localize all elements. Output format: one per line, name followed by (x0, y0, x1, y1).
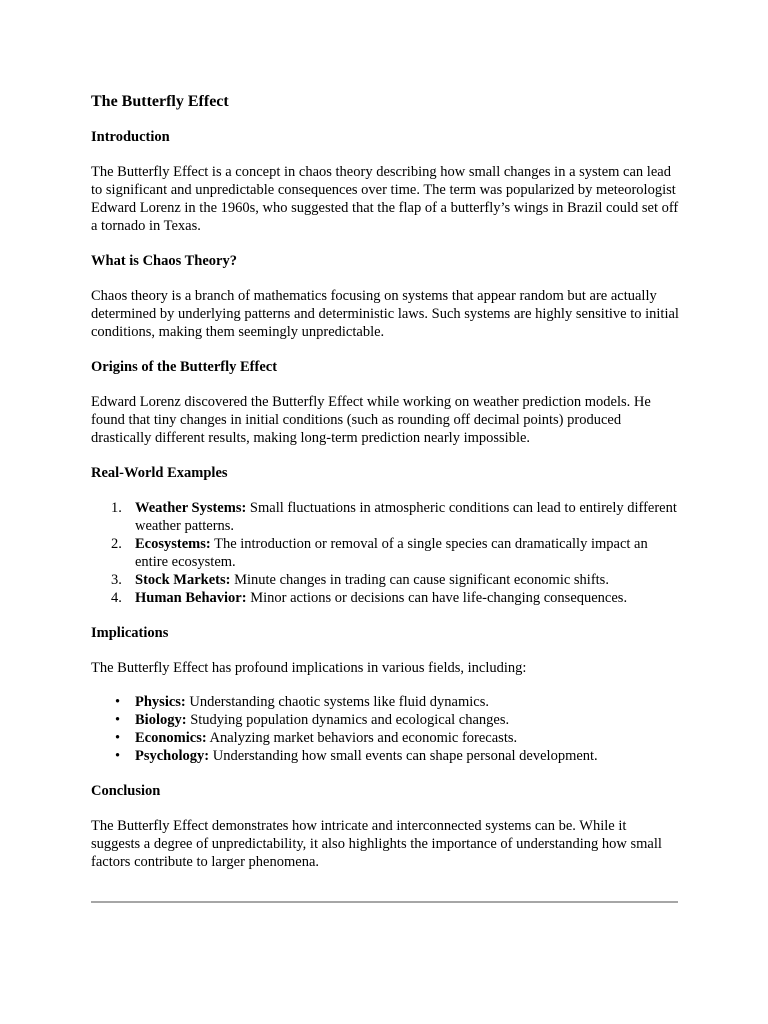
list-item-term: Human Behavior: (135, 590, 247, 606)
list-item (91, 589, 679, 607)
document-title: The Butterfly Effect (91, 93, 229, 110)
chaos-theory-heading: What is Chaos Theory? (91, 253, 237, 269)
list-number: 1. (111, 500, 122, 516)
introduction-paragraph: The Butterfly Effect is a concept in chaos theory describing how small changes in a system can lead to significant and unpredictable consequences over time. The term was popularized by meteorologist Edward Lorenz in the 1960s, who suggested that the flap of a butterfly’s wings in Brazil could set off a tornado in Texas. (91, 164, 679, 234)
chaos-theory-paragraph: Chaos theory is a branch of mathematics focusing on systems that appear random but are actually determined by underlying patterns and deterministic laws. Such systems are highly sensitive to initial conditions, making them seemingly unpredictable. (91, 288, 679, 340)
list-item-term: Biology: (135, 712, 187, 728)
list-item-term: Economics: (135, 730, 207, 746)
list-item-text: Understanding how small events can shape personal development. (209, 748, 598, 764)
list-item-term: Psychology: (135, 748, 210, 764)
list-number: 4. (111, 590, 122, 606)
implications-list (91, 693, 679, 765)
list-item-term: Weather Systems: (135, 500, 247, 516)
list-item (91, 571, 679, 589)
implications-heading: Implications (91, 625, 169, 641)
list-item-text: Understanding chaotic systems like fluid dynamics. (185, 694, 489, 710)
list-item-text: Small fluctuations in atmospheric conditions can lead to entirely different weather patterns. (135, 500, 677, 534)
list-item-text: Studying population dynamics and ecological changes. (186, 712, 510, 728)
list-item-term: Stock Markets: (135, 572, 231, 588)
list-item-term: Physics: (135, 694, 186, 710)
list-item (91, 747, 679, 765)
horizontal-rule (91, 901, 678, 903)
list-item (91, 535, 679, 571)
conclusion-heading: Conclusion (91, 783, 161, 799)
conclusion-paragraph: The Butterfly Effect demonstrates how intricate and interconnected systems can be. While it suggests a degree of unpredictability, it also highlights the importance of understanding how small factors contribute to larger phenomena. (91, 818, 662, 870)
list-item (91, 711, 679, 729)
examples-heading: Real-World Examples (91, 465, 228, 481)
origins-paragraph: Edward Lorenz discovered the Butterfly Effect while working on weather prediction models. He found that tiny changes in initial conditions (such as rounding off decimal points) produced drastically different results, making long-term prediction nearly impossible. (91, 394, 651, 446)
bullet-icon: • (115, 748, 121, 764)
bullet-icon: • (115, 694, 121, 710)
list-item (91, 693, 679, 711)
bullet-icon: • (115, 712, 121, 728)
list-item (91, 499, 679, 535)
bullet-icon: • (115, 730, 121, 746)
list-item-text: Analyzing market behaviors and economic forecasts. (206, 730, 518, 746)
list-item-term: Ecosystems: (135, 536, 211, 552)
document-page (91, 91, 679, 887)
introduction-heading: Introduction (91, 129, 170, 145)
list-item-text: The introduction or removal of a single species can dramatically impact an entire ecosystem. (135, 536, 648, 570)
list-number: 2. (111, 536, 122, 552)
origins-heading: Origins of the Butterfly Effect (91, 359, 278, 375)
list-item-text: Minor actions or decisions can have life-changing consequences. (246, 590, 628, 606)
list-item (91, 729, 679, 747)
examples-list (91, 499, 679, 607)
list-item-text: Minute changes in trading can cause significant economic shifts. (230, 572, 609, 588)
implications-intro: The Butterfly Effect has profound implications in various fields, including: (91, 660, 527, 676)
list-number: 3. (111, 572, 122, 588)
